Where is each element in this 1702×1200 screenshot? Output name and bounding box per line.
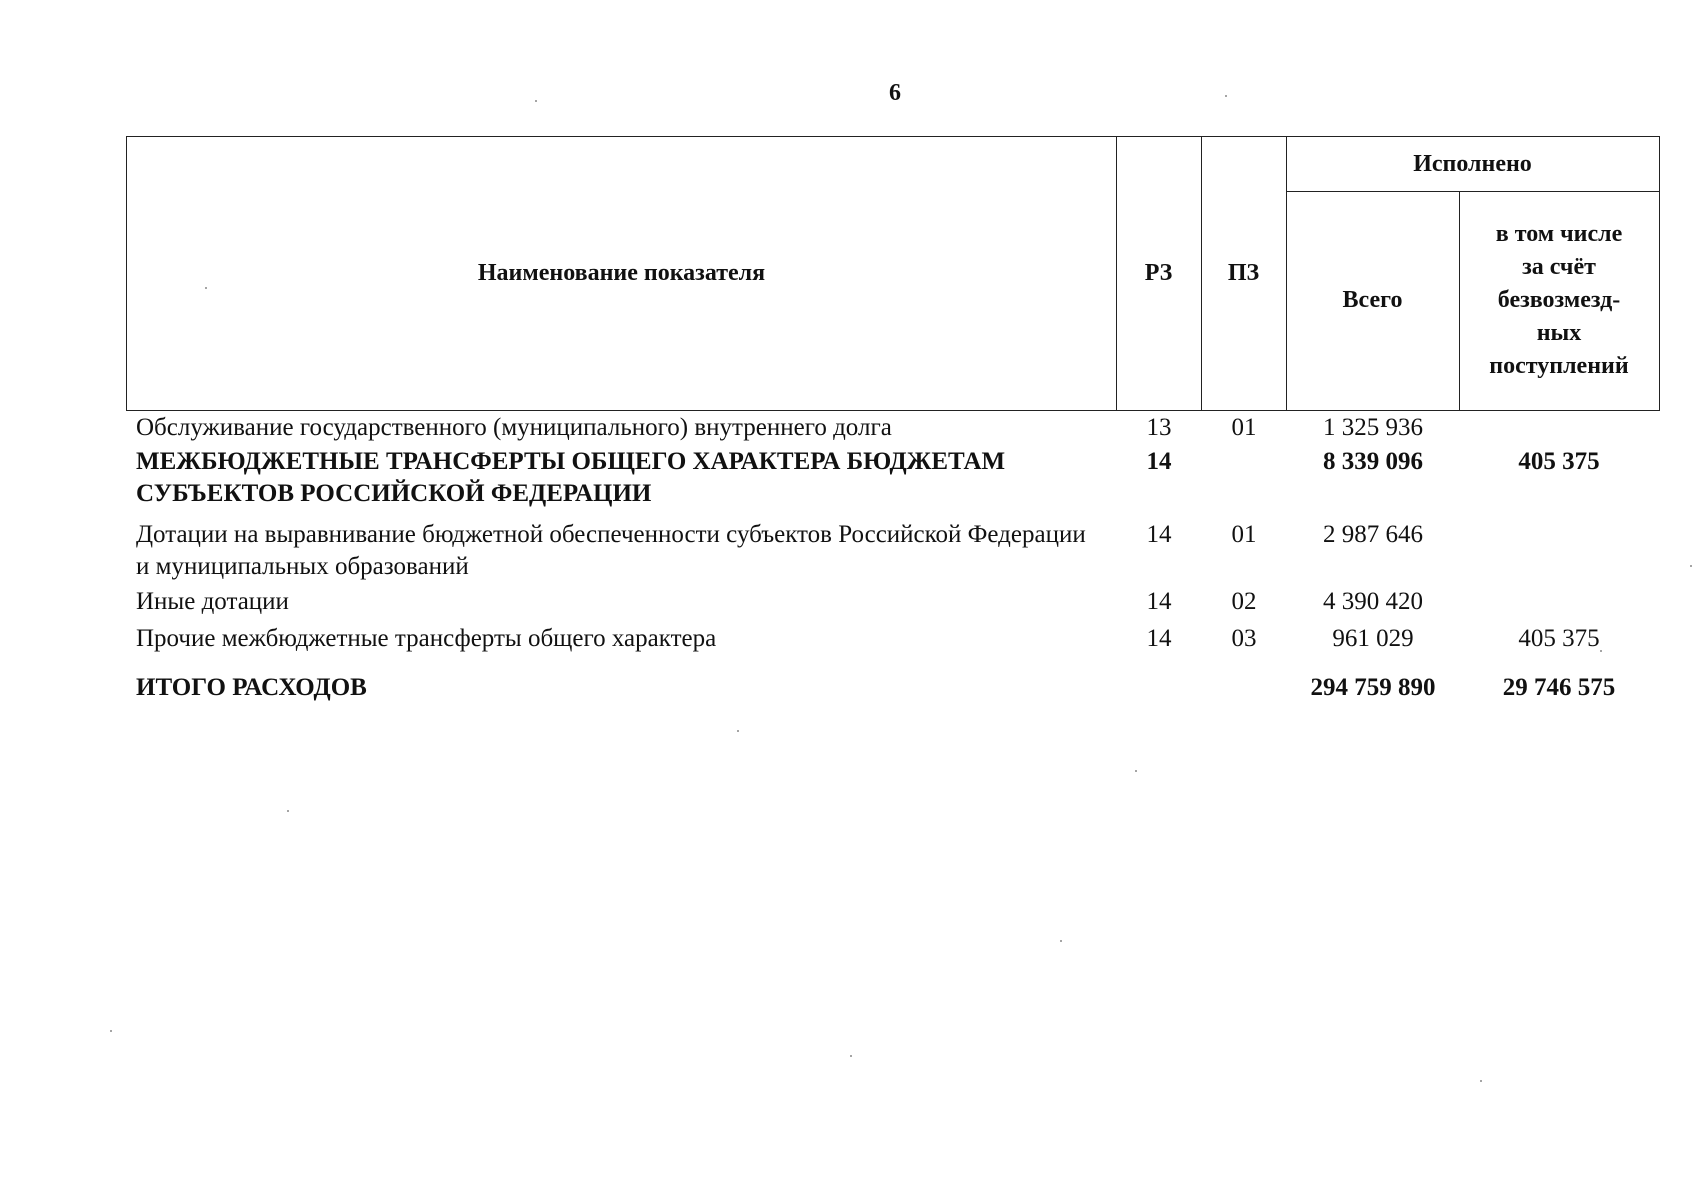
header-grant-line: ных bbox=[1536, 319, 1582, 346]
header-grant-line: безвозмезд- bbox=[1497, 286, 1621, 313]
row-rz: 13 bbox=[1146, 414, 1172, 441]
row-grant: 405 375 bbox=[1518, 448, 1600, 475]
page-number: 6 bbox=[889, 80, 901, 106]
row-total: 4 390 420 bbox=[1323, 588, 1423, 615]
row-pz: 02 bbox=[1231, 588, 1257, 615]
header-executed: Исполнено bbox=[1413, 150, 1532, 177]
scan-speck bbox=[1480, 1080, 1482, 1082]
row-pz: 03 bbox=[1231, 625, 1257, 652]
scan-speck bbox=[1690, 565, 1692, 567]
row-name: Обслуживание государственного (муниципального) внутреннего долга bbox=[136, 414, 892, 441]
header-name: Наименование показателя bbox=[477, 259, 766, 286]
row-name: Прочие межбюджетные трансферты общего характера bbox=[136, 625, 717, 652]
row-total: 2 987 646 bbox=[1323, 521, 1423, 548]
scan-speck bbox=[110, 1030, 112, 1032]
header-grant-line: поступлений bbox=[1489, 352, 1629, 379]
row-name: Иные дотации bbox=[136, 588, 289, 615]
row-name: МЕЖБЮДЖЕТНЫЕ ТРАНСФЕРТЫ ОБЩЕГО ХАРАКТЕРА БЮДЖЕТАМ СУБЪЕКТОВ РОССИЙСКОЙ ФЕДЕРАЦИИ bbox=[136, 448, 1006, 507]
scan-speck bbox=[205, 287, 207, 289]
header-grant-line: за счёт bbox=[1522, 253, 1596, 280]
scan-speck bbox=[1600, 650, 1602, 652]
row-total: 961 029 bbox=[1332, 625, 1414, 652]
row-name: Дотации на выравнивание бюджетной обеспеченности субъектов Российской Федерации и муниципальных образований bbox=[136, 521, 1086, 580]
grand-total-value: 294 759 890 bbox=[1310, 674, 1436, 701]
scan-speck bbox=[287, 810, 289, 812]
row-rz: 14 bbox=[1146, 448, 1172, 475]
header-total: Всего bbox=[1342, 286, 1403, 313]
table-header bbox=[126, 136, 1660, 411]
scan-speck bbox=[1060, 940, 1062, 942]
row-rz: 14 bbox=[1146, 625, 1172, 652]
scan-speck bbox=[737, 730, 739, 732]
grand-total-grant: 29 746 575 bbox=[1502, 674, 1616, 701]
row-rz: 14 bbox=[1146, 521, 1172, 548]
header-grant bbox=[1459, 191, 1659, 409]
header-grant-line: в том числе bbox=[1495, 220, 1623, 247]
row-total: 1 325 936 bbox=[1323, 414, 1423, 441]
row-pz: 01 bbox=[1231, 414, 1257, 441]
scan-speck bbox=[1135, 770, 1137, 772]
row-rz: 14 bbox=[1146, 588, 1172, 615]
scan-speck bbox=[850, 1055, 852, 1057]
row-total: 8 339 096 bbox=[1323, 448, 1423, 475]
scan-speck bbox=[535, 100, 537, 102]
header-pz: ПЗ bbox=[1227, 259, 1260, 286]
row-grant: 405 375 bbox=[1518, 625, 1600, 652]
row-pz: 01 bbox=[1231, 521, 1257, 548]
header-rz: РЗ bbox=[1144, 259, 1173, 286]
grand-total-label: ИТОГО РАСХОДОВ bbox=[136, 674, 367, 701]
scan-speck bbox=[1225, 95, 1227, 97]
